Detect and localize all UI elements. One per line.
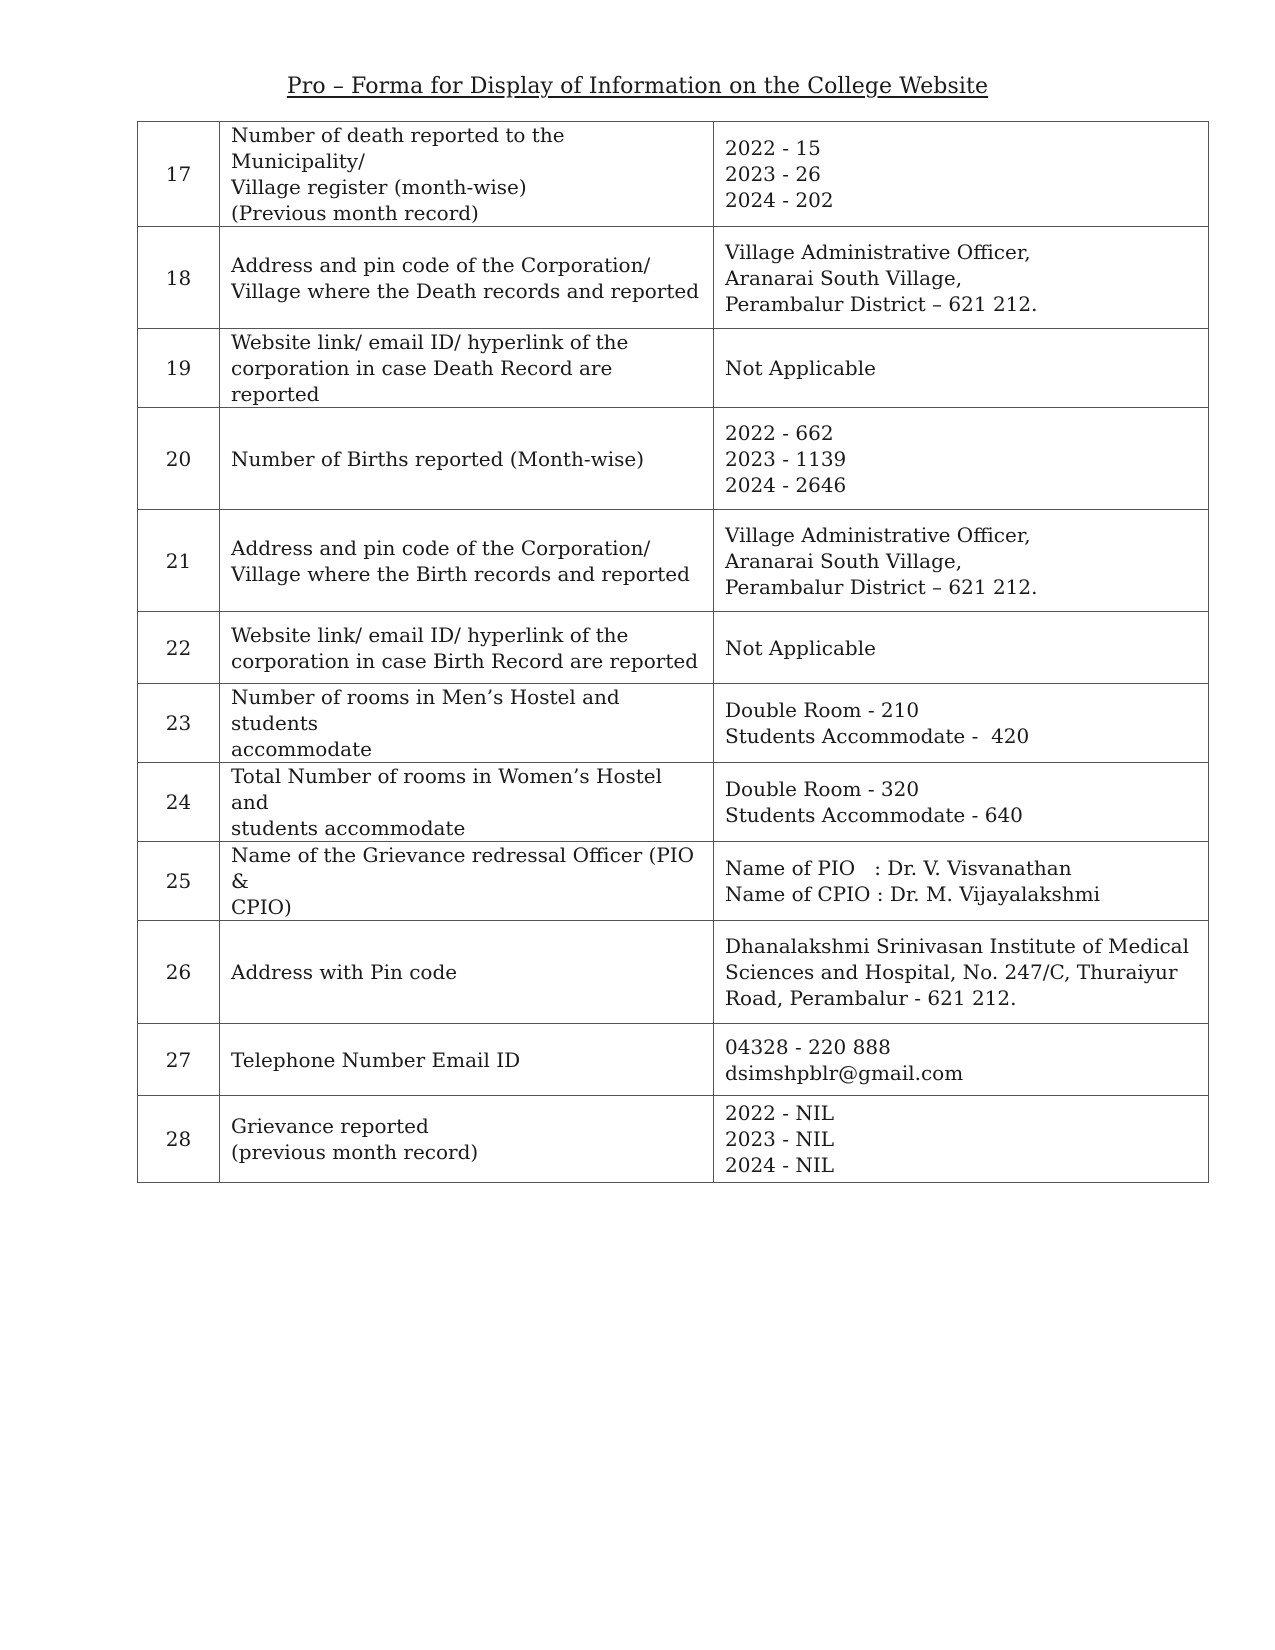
- item-line: Village where the Death records and reported: [231, 278, 700, 303]
- table-row: [138, 329, 1209, 408]
- table-row: [138, 227, 1209, 329]
- value-line: Aranarai South Village,: [725, 548, 963, 573]
- row-item: [220, 227, 714, 329]
- item-line: Address and pin code of the Corporation/: [231, 252, 651, 277]
- value-line: 2022 - 15: [725, 136, 821, 160]
- item-line: corporation in case Death Record are reported: [231, 356, 613, 406]
- row-number: 28: [138, 1096, 220, 1183]
- info-table: [137, 121, 1209, 1183]
- row-item: [220, 408, 714, 510]
- item-line: Village register (month-wise): [231, 175, 527, 199]
- row-value: [714, 1096, 1209, 1183]
- row-value: [714, 227, 1209, 329]
- row-number: 25: [138, 842, 220, 921]
- row-value: [714, 612, 1209, 684]
- row-value: [714, 684, 1209, 763]
- row-value: [714, 1024, 1209, 1096]
- value-line: Name of PIO : Dr. V. Visvanathan: [725, 856, 1072, 880]
- item-line: Address with Pin code: [231, 960, 458, 984]
- info-table-body: [138, 122, 1209, 1183]
- table-row: [138, 612, 1209, 684]
- item-line: (previous month record): [231, 1140, 479, 1164]
- item-line: Name of the Grievance redressal Officer (PIO &: [231, 843, 695, 893]
- value-line: Not Applicable: [725, 635, 876, 660]
- item-line: CPIO): [231, 895, 292, 919]
- item-line: Website link/ email ID/ hyperlink of the: [231, 330, 629, 354]
- value-line: Village Administrative Officer,: [725, 239, 1031, 264]
- row-value: [714, 510, 1209, 612]
- table-row: [138, 763, 1209, 842]
- value-line: Double Room - 210: [725, 698, 920, 722]
- row-value: [714, 921, 1209, 1024]
- value-line: Aranarai South Village,: [725, 265, 963, 290]
- item-line: Address and pin code of the Corporation/: [231, 535, 651, 560]
- row-number: 22: [138, 612, 220, 684]
- row-number: 27: [138, 1024, 220, 1096]
- row-number: 18: [138, 227, 220, 329]
- item-line: Grievance reported: [231, 1114, 429, 1138]
- row-item: [220, 684, 714, 763]
- value-line: 2024 - 2646: [725, 472, 847, 497]
- value-line: Name of CPIO : Dr. M. Vijayalakshmi: [725, 882, 1100, 906]
- row-number: 26: [138, 921, 220, 1024]
- row-item: [220, 122, 714, 227]
- value-line: Double Room - 320: [725, 777, 920, 801]
- row-number: 20: [138, 408, 220, 510]
- row-item: [220, 763, 714, 842]
- row-number: 24: [138, 763, 220, 842]
- value-line: 2022 - 662: [725, 420, 834, 445]
- row-number: 17: [138, 122, 220, 227]
- item-line: Number of Births reported (Month-wise): [231, 446, 645, 471]
- item-line: students accommodate: [231, 816, 466, 840]
- row-item: [220, 842, 714, 921]
- item-line: Number of rooms in Men’s Hostel and students: [231, 685, 620, 735]
- row-item: [220, 1024, 714, 1096]
- table-row: [138, 842, 1209, 921]
- row-item: [220, 510, 714, 612]
- value-line: 2023 - 1139: [725, 446, 847, 471]
- item-line: Total Number of rooms in Women’s Hostel and: [231, 764, 663, 814]
- item-line: Telephone Number Email ID: [231, 1047, 521, 1072]
- item-line: Website link/ email ID/ hyperlink of the: [231, 622, 629, 647]
- item-line: accommodate: [231, 737, 372, 761]
- table-row: [138, 1096, 1209, 1183]
- value-line: Perambalur District – 621 212.: [725, 574, 1038, 599]
- table-row: [138, 122, 1209, 227]
- value-line: 2024 - NIL: [725, 1153, 835, 1177]
- row-number: 21: [138, 510, 220, 612]
- value-line: Perambalur District – 621 212.: [725, 291, 1038, 316]
- table-row: [138, 921, 1209, 1024]
- row-value: [714, 329, 1209, 408]
- table-row: [138, 408, 1209, 510]
- page-title: Pro – Forma for Display of Information on the College Website: [286, 74, 989, 99]
- item-line: corporation in case Birth Record are reported: [231, 648, 699, 673]
- value-line: 2024 - 202: [725, 188, 834, 212]
- table-row: [138, 1024, 1209, 1096]
- row-item: [220, 612, 714, 684]
- row-value: [714, 763, 1209, 842]
- row-item: [220, 329, 714, 408]
- row-number: 23: [138, 684, 220, 763]
- row-item: [220, 921, 714, 1024]
- item-line: Number of death reported to the Municipality/: [231, 123, 565, 173]
- row-number: 19: [138, 329, 220, 408]
- row-value: [714, 122, 1209, 227]
- value-line: Students Accommodate - 420: [725, 724, 1030, 748]
- table-row: [138, 510, 1209, 612]
- value-line: dsimshpblr@gmail.com: [725, 1060, 964, 1085]
- value-line: Sciences and Hospital, No. 247/C, Thuraiyur: [725, 960, 1178, 984]
- value-line: 2023 - NIL: [725, 1127, 835, 1151]
- value-line: Students Accommodate - 640: [725, 803, 1023, 827]
- item-line: Village where the Birth records and reported: [231, 561, 690, 586]
- value-line: 04328 - 220 888: [725, 1034, 891, 1059]
- row-item: [220, 1096, 714, 1183]
- value-line: Dhanalakshmi Srinivasan Institute of Medical: [725, 934, 1189, 958]
- value-line: 2023 - 26: [725, 162, 821, 186]
- value-line: Not Applicable: [725, 356, 876, 380]
- value-line: Road, Perambalur - 621 212.: [725, 986, 1017, 1010]
- value-line: 2022 - NIL: [725, 1101, 835, 1125]
- row-value: [714, 842, 1209, 921]
- value-line: Village Administrative Officer,: [725, 522, 1031, 547]
- row-value: [714, 408, 1209, 510]
- item-line: (Previous month record): [231, 201, 479, 225]
- table-row: [138, 684, 1209, 763]
